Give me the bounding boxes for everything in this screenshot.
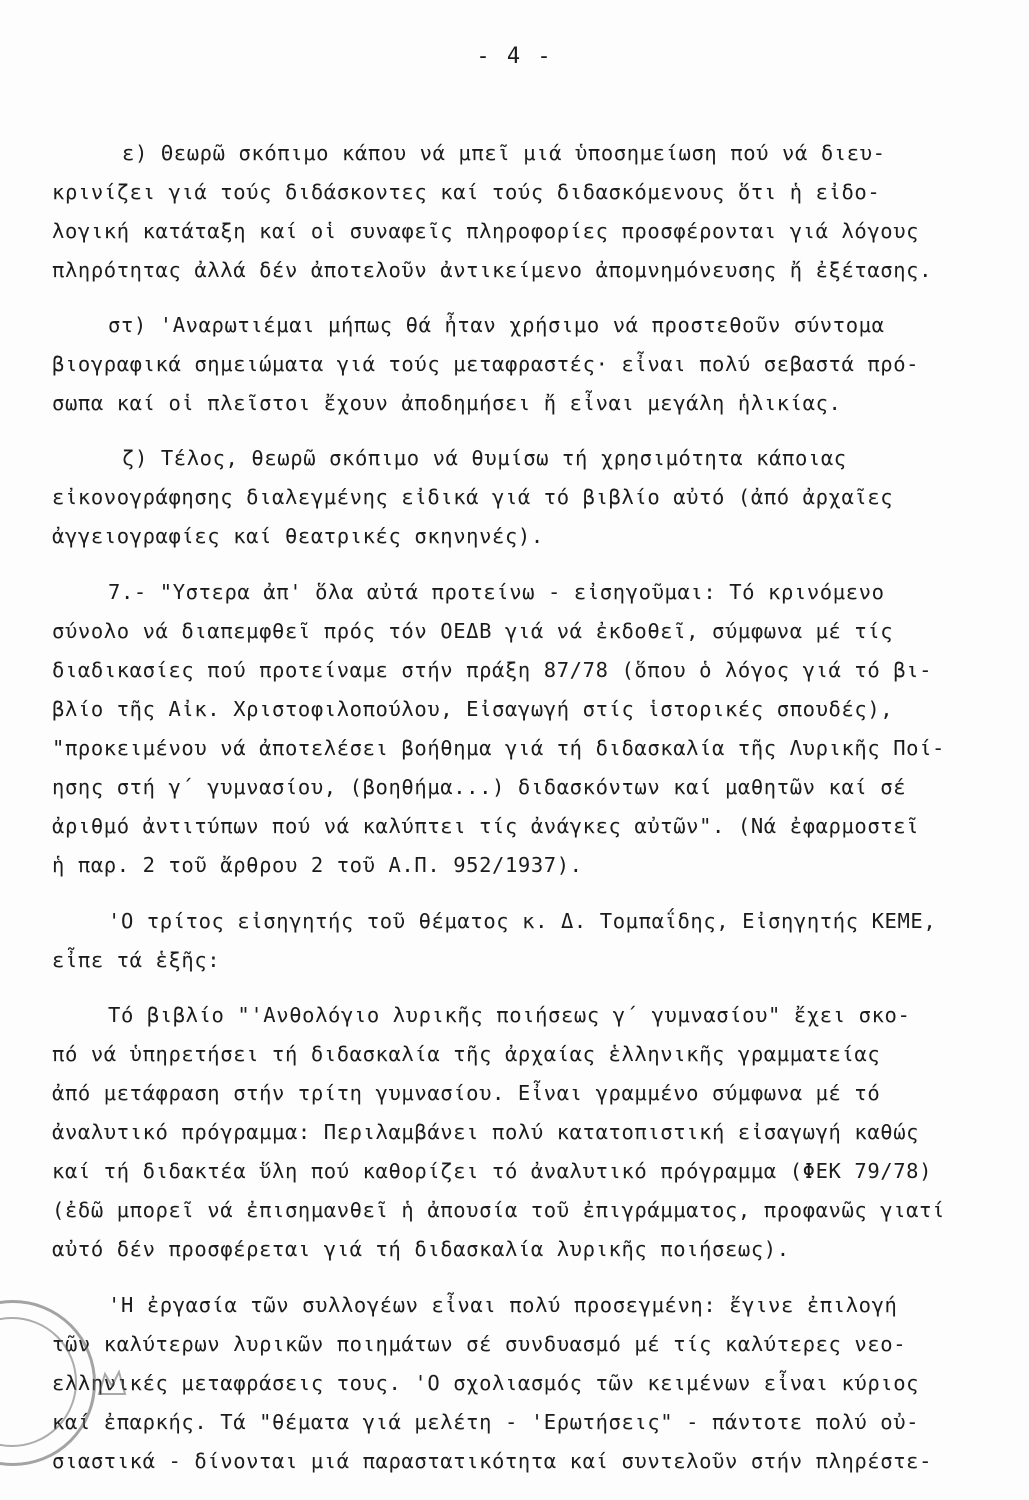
text-line: Τό βιβλίο "'Ανθολόγιο λυρικῆς ποιήσεως γ΄ γυμνασίου" ἔχει σκο-	[108, 1003, 911, 1027]
text-line: βιογραφικά σημειώματα γιά τούς μεταφραστές· εἶναι πολύ σεβαστά πρό-	[52, 352, 920, 376]
official-stamp	[0, 1300, 96, 1466]
text-line: 7.- "Υστερα ἀπ' ὅλα αὐτά προτείνω - εἰσηγοῦμαι: Τό κρινόμενο	[108, 580, 885, 604]
text-line: αὐτό δέν προσφέρεται γιά τή διδασκαλία λυρικῆς ποιήσεως).	[52, 1237, 790, 1261]
text-line: καί τή διδακτέα ὕλη πού καθορίζει τό ἀναλυτικό πρόγραμμα (ΦΕΚ 79/78)	[52, 1159, 933, 1183]
text-line: ἀριθμό ἀντιτύπων πού νά καλύπτει τίς ἀνάγκες αὐτῶν". (Νά ἐφαρμοστεῖ	[52, 814, 920, 838]
text-line: λογική κατάταξη καί οἱ συναφεῖς πληροφορίες προσφέρονται γιά λόγους	[52, 219, 920, 243]
text-line: ἀπό μετάφραση στήν τρίτη γυμνασίου. Εἶναι γραμμένο σύμφωνα μέ τό	[52, 1081, 881, 1105]
text-line: ἀγγειογραφίες καί θεατρικές σκηνηνές).	[52, 524, 544, 548]
text-line: διαδικασίες πού προτείναμε στήν πράξη 87/78 (ὅπου ὁ λόγος γιά τό βι-	[52, 658, 933, 682]
text-line: "προκειμένου νά ἀποτελέσει βοήθημα γιά τή διδασκαλία τῆς Λυρικῆς Ποί-	[52, 736, 946, 760]
text-line: ζ) Τέλος, θεωρῶ σκόπιμο νά θυμίσω τή χρησιμότητα κάποιας	[122, 446, 847, 470]
text-line: πό νά ὑπηρετήσει τή διδασκαλία τῆς ἀρχαίας ἑλληνικῆς γραμματείας	[52, 1042, 881, 1066]
text-line: σύνολο νά διαπεμφθεῖ πρός τόν ΟΕΔΒ γιά νά ἐκδοθεῖ, σύμφωνα μέ τίς	[52, 619, 894, 643]
text-line: εἶπε τά ἑξῆς:	[52, 948, 221, 972]
text-line: σωπα καί οἱ πλεῖστοι ἔχουν ἀποδημήσει ἤ εἶναι μεγάλη ἡλικίας.	[52, 391, 842, 415]
text-line: βλίο τῆς Αἰκ. Χριστοφιλοπούλου, Εἰσαγωγή στίς ἱστορικές σπουδές),	[52, 697, 894, 721]
stamp-emblem-icon	[95, 1368, 129, 1398]
text-line: καί ἐπαρκής. Τά "θέματα γιά μελέτη - 'Ερωτήσεις" - πάντοτε πολύ οὐ-	[52, 1410, 920, 1434]
text-line: 'Η ἐργασία τῶν συλλογέων εἶναι πολύ προσεγμένη: ἔγινε ἐπιλογή	[108, 1293, 898, 1317]
text-line: σιαστικά - δίνονται μιά παραστατικότητα καί συντελοῦν στήν πληρέστε-	[52, 1449, 933, 1473]
text-line: κρινίζει γιά τούς διδάσκοντες καί τούς διδασκόμενους ὅτι ἡ εἰδο-	[52, 180, 881, 204]
page-number: - 4 -	[476, 44, 553, 69]
text-line: στ) 'Αναρωτιέμαι μήπως θά ἦταν χρήσιμο νά προστεθοῦν σύντομα	[108, 313, 885, 337]
text-line: τῶν καλύτερων λυρικῶν ποιημάτων σέ συνδυασμό μέ τίς καλύτερες νεο-	[52, 1332, 907, 1356]
text-line: 'Ο τρίτος εἰσηγητής τοῦ θέματος κ. Δ. Τομπαΐδης, Εἰσηγητής ΚΕΜΕ,	[108, 909, 937, 933]
text-line: ελληνικές μεταφράσεις τους. 'Ο σχολιασμός τῶν κειμένων εἶναι κύριος	[52, 1371, 920, 1395]
text-line: εἰκονογράφησης διαλεγμένης εἰδικά γιά τό βιβλίο αὐτό (ἀπό ἀρχαῖες	[52, 485, 894, 509]
stamp-inner-ring	[0, 1317, 77, 1447]
text-line: (ἐδῶ μπορεῖ νά ἐπισημανθεῖ ἡ ἀπουσία τοῦ ἐπιγράμματος, προφανῶς γιατί	[52, 1198, 946, 1222]
text-line: ἀναλυτικό πρόγραμμα: Περιλαμβάνει πολύ κατατοπιστική εἰσαγωγή καθώς	[52, 1120, 920, 1144]
text-line: ησης στή γ΄ γυμνασίου, (βοηθήμα...) διδασκόντων καί μαθητῶν καί σέ	[52, 775, 907, 799]
text-line: πληρότητας ἀλλά δέν ἀποτελοῦν ἀντικείμενο ἀπομνημόνευσης ἤ ἐξέτασης.	[52, 258, 933, 282]
text-line: ε) Θεωρῶ σκόπιμο κάπου νά μπεῖ μιά ὑποσημείωση πού νά διευ-	[122, 141, 886, 165]
text-line: ἡ παρ. 2 τοῦ ἄρθρου 2 τοῦ Α.Π. 952/1937).	[52, 853, 583, 877]
